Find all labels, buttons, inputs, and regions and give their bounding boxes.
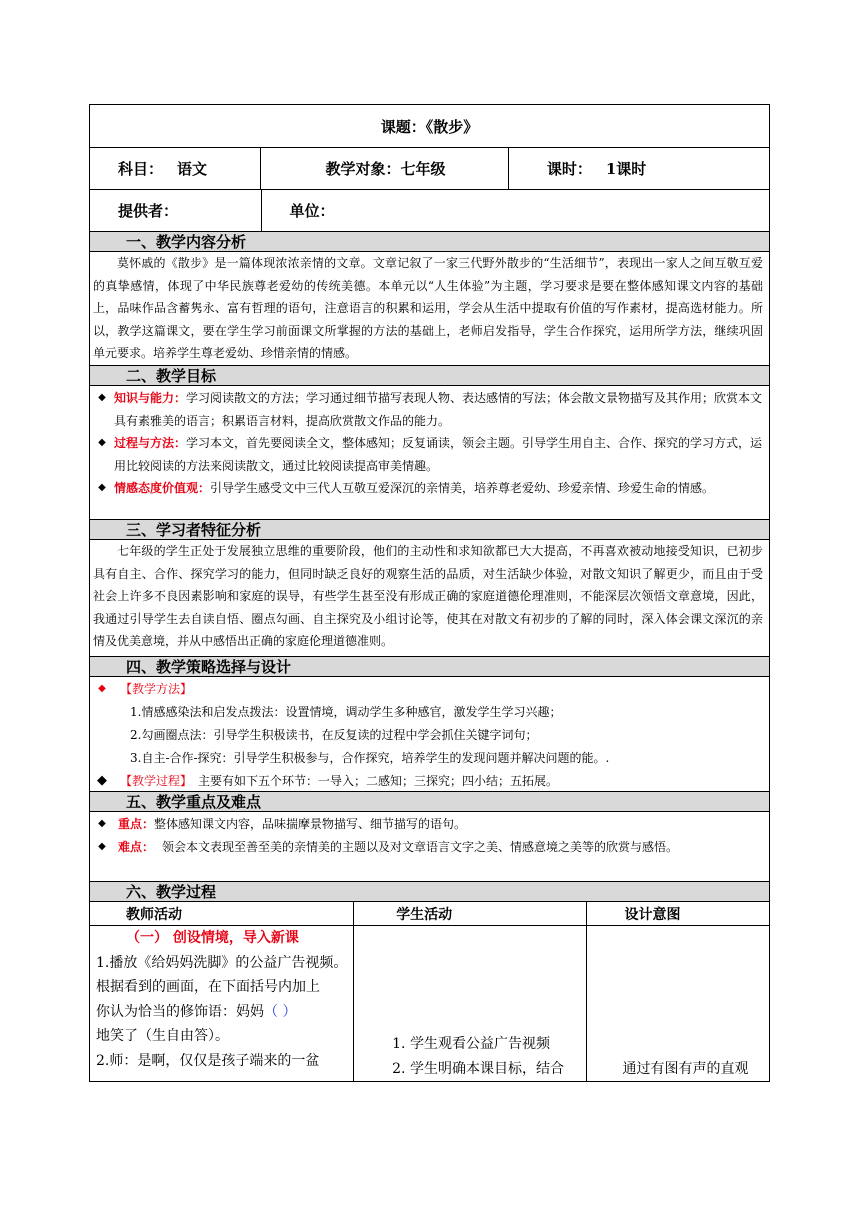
method-item-3: 3.自主-合作-探究：引导学生积极参与，合作探究，培养学生的发现问题并解决问题的能。. (130, 750, 610, 765)
page-title: 课题：《散步》 (380, 117, 479, 136)
objective-label-2: 过程与方法： (114, 436, 187, 450)
key-label: 重点： (118, 817, 155, 831)
section-6-heading: 六、教学过程 (126, 883, 217, 901)
provider-row (89, 190, 770, 232)
section-6-heading-row (89, 882, 770, 902)
hard-text: 领会本文表现至善至美的亲情美的主题以及对文章语言文字之美、情感意境之美等的欣赏与感悟。 (162, 839, 679, 854)
teacher-line-4: 地笑了（生自由答）。 (96, 1028, 229, 1044)
objective-item-3 (90, 477, 769, 500)
method-item-1: 1.情感感染法和启发点拨法：设置情境，调动学生多种感官，激发学生学习兴趣； (130, 704, 562, 719)
objective-text-3: 引导学生感受文中三代人互敬互爱深沉的亲情美，培养尊老爱幼、珍爱亲情、珍爱生命的情感。 (210, 481, 715, 495)
title-row (89, 104, 770, 148)
objective-item-1 (90, 387, 769, 432)
step-title: （一） 创设情境，导入新课 (126, 930, 299, 946)
teacher-line-2: 根据看到的画面，在下面括号内加上 (96, 979, 320, 995)
diamond-icon: ◆ (98, 482, 106, 493)
unit-cell (262, 190, 769, 231)
column-header-teacher: 教师活动 (90, 902, 354, 925)
teacher-line-3: 你认为恰当的修饰语：妈妈（ ） (96, 1003, 297, 1020)
section-4-heading: 四、教学策略选择与设计 (126, 658, 292, 676)
section-2-heading-row (89, 366, 770, 386)
section-1-body: 莫怀戚的《散步》是一篇体现浓浓亲情的文章。文章记叙了一家三代野外散步的“生活细节”，表现出一家人之间互敬互爱的真挚感情，体现了中华民族尊老爱幼的传统美德。本单元以“人生体验”为主题，学习要求是要在整体感知课文内容的基础上，品味作品含蓄隽永、富有哲理的语句，注意语言的积累和运用，学会从生活中提取有价值的写作素材，提高选材能力。所以，教学这篇课文，要在学生学习前面课文所掌握的方法的基础上，老师启发指导，学生合作探究，运用所学方法，继续巩固单元要求。培养学生尊老爱幼、珍惜亲情的情感。 (93, 256, 763, 360)
student-line-2: 2. 学生明确本课目标，结合 (392, 1060, 564, 1077)
section-5-heading: 五、教学重点及难点 (126, 793, 262, 811)
method-label: 【教学方法】 (120, 682, 193, 696)
subject-value: 语文 (177, 160, 208, 178)
objective-item-2 (90, 432, 769, 477)
section-3-heading: 三、学习者特征分析 (126, 521, 262, 539)
section-2-body-row (89, 386, 770, 520)
process-text: 主要有如下五个环节：一导入；二感知；三探究；四小结；五拓展。 (198, 773, 559, 788)
process-label: 【教学过程】 (120, 773, 193, 788)
diamond-icon: ◆ (98, 392, 106, 403)
info-row (89, 148, 770, 190)
provider-cell (90, 190, 262, 231)
method-heading (90, 678, 769, 701)
difficult-point (90, 836, 769, 859)
process-summary (90, 770, 769, 793)
section-2-heading: 二、教学目标 (126, 367, 217, 385)
objective-label-3: 情感态度价值观： (114, 481, 211, 495)
method-item-2: 2.勾画圈点法：引导学生积极读书，在反复读的过程中学会抓住关键字词句； (130, 727, 538, 742)
target-cell (261, 148, 508, 189)
column-header-student: 学生活动 (354, 902, 586, 925)
objective-text-2: 学习本文，首先要阅读全文，整体感知；反复诵读，领会主题。引导学生用自主、合作、探究的学习方式，运用比较阅读的方法来阅读散文，通过比较阅读提高审美情趣。 (114, 436, 763, 473)
section-1-heading-row (89, 232, 770, 252)
teacher-line-5: 2.师：是啊，仅仅是孩子端来的一盆 (96, 1052, 320, 1069)
section-3-heading-row (89, 520, 770, 540)
section-1-heading: 一、教学内容分析 (126, 233, 247, 251)
student-line-1: 1. 学生观看公益广告视频 (392, 1036, 550, 1052)
process-table-row (89, 926, 770, 1082)
unit-label: 单位： (289, 202, 335, 220)
hours-label: 课时： (546, 160, 592, 178)
section-4-heading-row (89, 657, 770, 677)
diamond-icon: ◆ (98, 818, 106, 829)
target-label: 教学对象： (325, 160, 401, 178)
diamond-icon: ◆ (97, 772, 107, 788)
hard-label: 难点： (118, 839, 155, 854)
target-value: 七年级 (400, 160, 446, 178)
section-3-body: 七年级的学生正处于发展独立思维的重要阶段，他们的主动性和求知欲都已大大提高，不再喜欢被动地接受知识，已初步具有自主、合作、探究学习的能力，但同时缺乏良好的观察生活的品质，对生活缺少体验，对散文知识了解更少，而且由于受社会上许多不良因素影响和家庭的误导，有些学生甚至没有形成正确的家庭道德伦理准则，不能深层次领悟文章意境，因此，我通过引导学生去自读自悟、圈点勾画、自主探究及小组讨论等，使其在对散文有初步的了解的同时，深入体会课文深沉的亲情及优美意境，并从中感悟出正确的家庭伦理道德准则。 (93, 544, 763, 648)
objective-label-1: 知识与能力： (114, 391, 187, 405)
hours-cell (509, 148, 769, 189)
diamond-icon: ◆ (98, 437, 106, 448)
bracket-blank: （ ） (264, 1003, 297, 1020)
teacher-line-1: 1.播放《给妈妈洗脚》的公益广告视频。 (96, 954, 348, 971)
hours-value: 1课时 (605, 160, 647, 178)
section-4-body-row (89, 677, 770, 792)
key-text: 整体感知课文内容，品味揣摩景物描写、细节描写的语句。 (154, 817, 467, 831)
section-1-body-row (89, 252, 770, 366)
lesson-plan-table (89, 104, 770, 1082)
section-5-heading-row (89, 792, 770, 812)
process-table-header (89, 902, 770, 926)
objective-text-1: 学习阅读散文的方法；学习通过细节描写表现人物、表达感情的写法；体会散文景物描写及其作用；欣赏本文具有素雅美的语言；积累语言材料，提高欣赏散文作品的能力。 (114, 391, 763, 428)
diamond-icon: ◆ (98, 683, 106, 694)
student-activity-cell (354, 926, 586, 1081)
subject-label: 科目： (118, 160, 164, 178)
key-point (90, 813, 769, 836)
subject-cell (90, 148, 261, 189)
section-3-body-row (89, 540, 770, 657)
section-5-body-row (89, 812, 770, 882)
diamond-icon: ◆ (98, 840, 106, 852)
teacher-activity-cell (90, 926, 354, 1081)
design-intent-cell (587, 926, 770, 1081)
column-header-intent: 设计意图 (624, 906, 681, 923)
intent-line-1: 通过有图有声的直观 (622, 1060, 749, 1077)
provider-label: 提供者： (118, 202, 179, 220)
